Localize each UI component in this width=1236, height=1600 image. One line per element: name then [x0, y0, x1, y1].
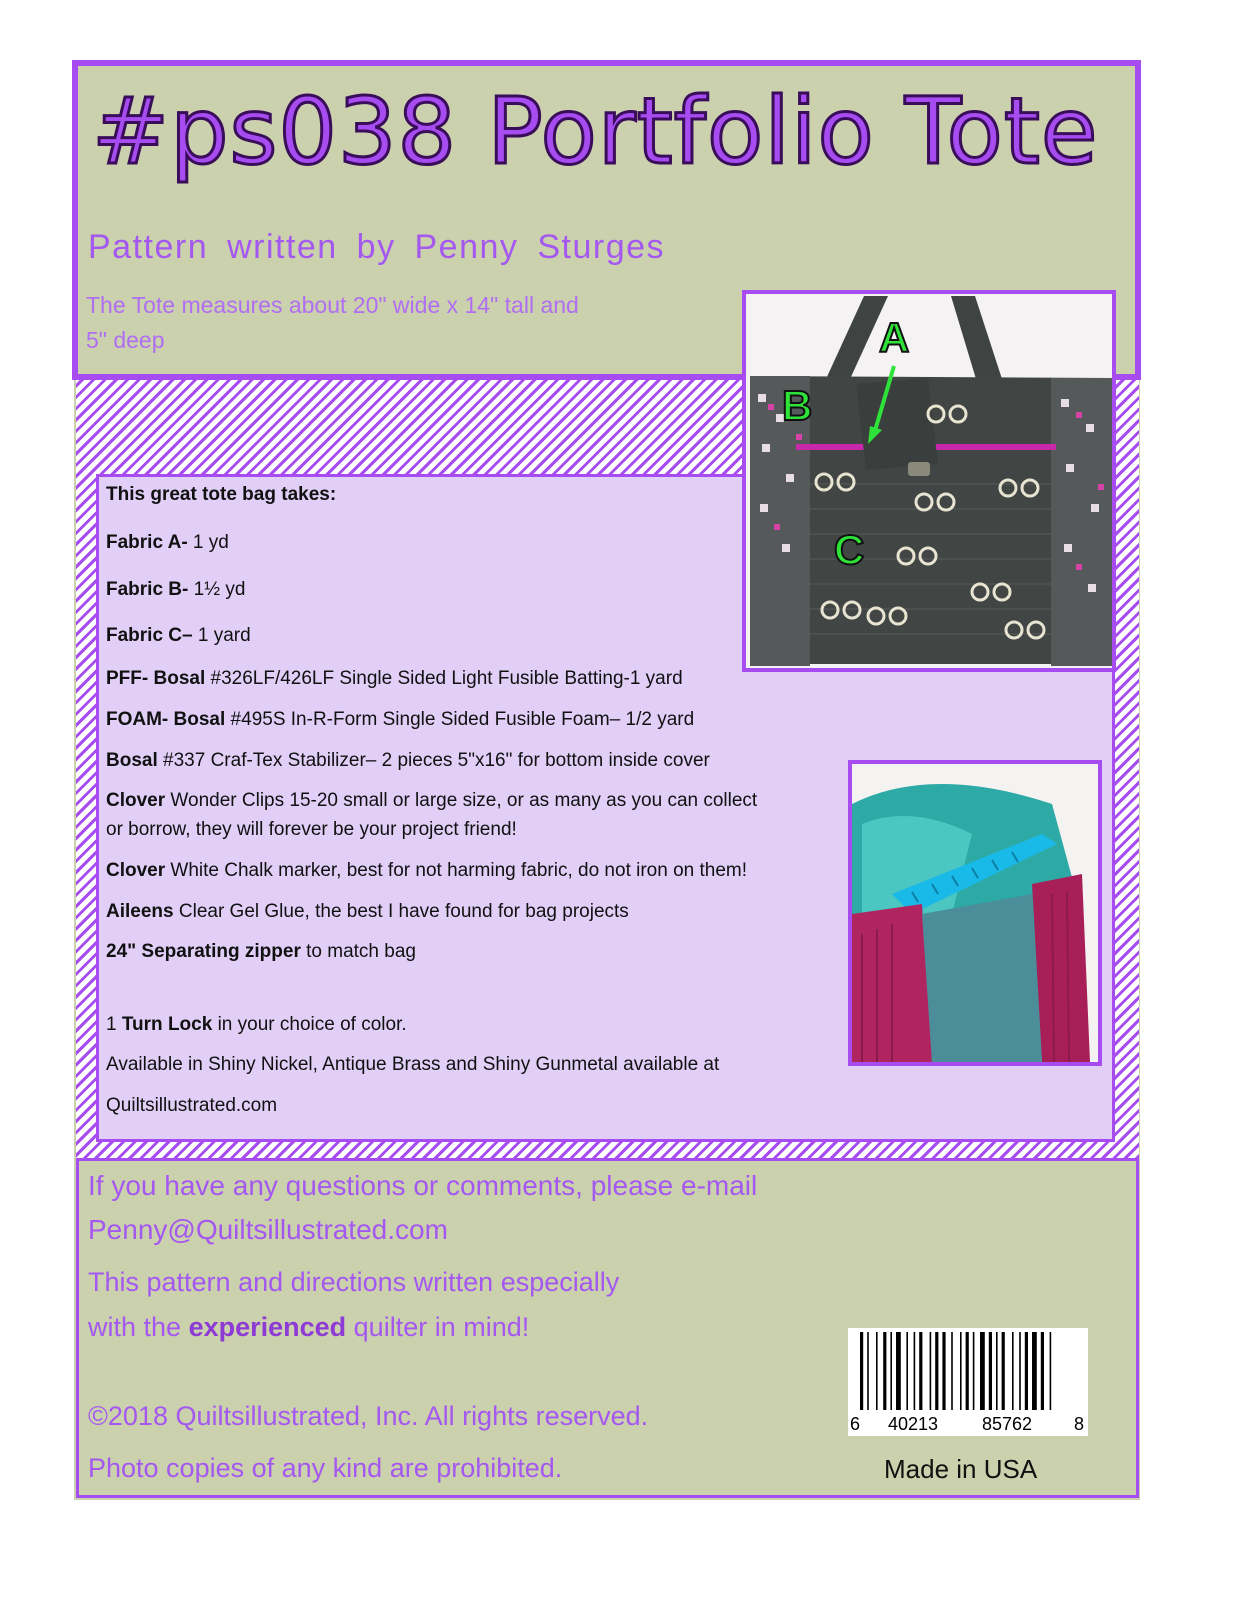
barcode-bar [914, 1332, 916, 1410]
copyright-line: ©2018 Quiltsillustrated, Inc. All rights reserved. [88, 1401, 649, 1431]
barcode-digits-right: 85762 [982, 1414, 1033, 1434]
material-item: Clover Wonder Clips 15-20 small or large size, or as many as you can collect [106, 790, 758, 811]
barcode-bar [942, 1332, 945, 1410]
measure-line-1: The Tote measures about 20" wide x 14" tall and [86, 292, 579, 318]
material-item: Bosal #337 Craf-Tex Stabilizer– 2 pieces 5"x16" for bottom inside cover [106, 750, 710, 771]
zipper-photo [848, 760, 1102, 1066]
contact-email[interactable]: Penny@Quiltsillustrated.com [88, 1214, 448, 1245]
barcode-bar [860, 1332, 863, 1410]
barcode-bar [1050, 1332, 1052, 1410]
barcode-graphic [848, 1328, 1088, 1436]
author-line: Pattern written by Penny Sturges [88, 228, 666, 266]
barcode-bar [1032, 1332, 1037, 1410]
barcode-bar [966, 1332, 969, 1410]
barcode-bar [930, 1332, 932, 1410]
barcode-bar [867, 1332, 869, 1410]
measure-line-2: 5" deep [86, 327, 165, 353]
questions-line: If you have any questions or comments, please e-mail [88, 1170, 758, 1201]
barcode-bar [1012, 1332, 1014, 1410]
material-item: Aileens Clear Gel Glue, the best I have found for bag projects [106, 901, 629, 922]
barcode-bar [996, 1332, 998, 1410]
barcode-bar [935, 1332, 938, 1410]
barcode-bar [876, 1332, 878, 1410]
material-item: 24" Separating zipper to match bag [106, 941, 416, 962]
zipper-illustration [852, 764, 1098, 1062]
availability-line: Available in Shiny Nickel, Antique Brass and Shiny Gunmetal available at [106, 1054, 720, 1075]
tote-photo [742, 290, 1116, 672]
material-item: Clover White Chalk marker, best for not harming fabric, do not iron on them! [106, 860, 748, 881]
barcode-bar [906, 1332, 908, 1410]
website-line: Quiltsillustrated.com [106, 1095, 278, 1116]
barcode-bar [989, 1332, 992, 1410]
barcode-bar [1002, 1332, 1005, 1410]
barcode-bar [919, 1332, 922, 1410]
barcode-bar [1041, 1332, 1044, 1410]
material-item: PFF- Bosal #326LF/426LF Single Sided Light Fusible Batting-1 yard [106, 668, 683, 689]
barcode-bar [883, 1332, 886, 1410]
barcode [848, 1328, 1088, 1436]
barcode-bar [960, 1332, 962, 1410]
barcode-bar [980, 1332, 985, 1410]
material-item: Fabric C– 1 yard [106, 625, 251, 646]
material-item: Fabric A- 1 yd [106, 532, 229, 553]
audience-note-line-2: with the experienced quilter in mind! [88, 1312, 530, 1342]
barcode-digit-check: 8 [1074, 1414, 1085, 1434]
material-item: Fabric B- 1½ yd [106, 579, 246, 600]
barcode-bar [951, 1332, 953, 1410]
materials-intro: This great tote bag takes: [106, 484, 337, 505]
tote-measurements [86, 288, 686, 358]
barcode-bar [890, 1332, 892, 1410]
barcode-digits-left: 40213 [888, 1414, 939, 1434]
material-item: FOAM- Bosal #495S In-R-Form Single Sided Fusible Foam– 1/2 yard [106, 709, 695, 730]
tote-bag-illustration [746, 294, 1112, 668]
label-c: C [834, 526, 865, 573]
pattern-title: #ps038 Portfolio Tote [92, 78, 1099, 185]
barcode-bar [896, 1332, 901, 1410]
turn-lock-line: 1 Turn Lock in your choice of color. [106, 1014, 407, 1035]
barcode-bar [1019, 1332, 1021, 1410]
barcode-bar [973, 1332, 975, 1410]
barcode-bar [1025, 1332, 1028, 1410]
label-b: B [782, 382, 813, 429]
label-a: A [879, 314, 910, 361]
made-in-label: Made in USA [884, 1454, 1038, 1484]
audience-note-line-1: This pattern and directions written especially [88, 1267, 620, 1297]
barcode-digit-prefix: 6 [850, 1414, 861, 1434]
prohibited-line: Photo copies of any kind are prohibited. [88, 1453, 563, 1483]
material-item: or borrow, they will forever be your project friend! [106, 819, 517, 840]
